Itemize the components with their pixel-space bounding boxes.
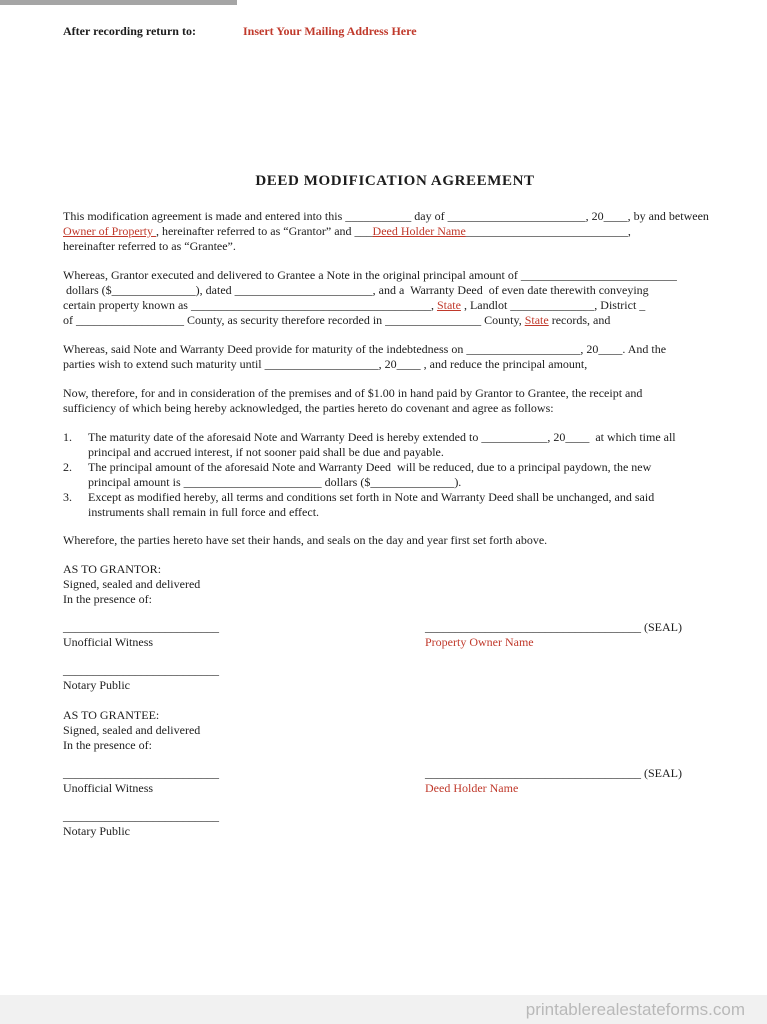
document-line <box>63 723 727 738</box>
text-run: Signed, sealed and delivered <box>63 723 201 737</box>
text-run: Whereas, Grantor executed and delivered to Grantee a Note in the original principal amount of <box>63 268 521 282</box>
placeholder-text: Owner of Property <box>63 224 156 238</box>
text-run: ______________ <box>510 298 595 312</box>
document-line <box>88 505 727 520</box>
signature-line-row <box>63 620 727 635</box>
mailing-address-placeholder: Insert Your Mailing Address Here <box>243 24 417 38</box>
seal-label: (SEAL) <box>641 620 682 634</box>
document-line <box>63 533 727 548</box>
numbered-list <box>63 430 727 520</box>
list-item-body <box>88 460 727 490</box>
text-run: In the presence of: <box>63 592 152 606</box>
text-run: principal amount is <box>88 475 184 489</box>
text-run: ______________ <box>370 475 455 489</box>
paragraph <box>63 209 727 254</box>
text-run: , <box>430 298 437 312</box>
text-run: The principal amount of the aforesaid Note and Warranty Deed will be reduced, due to a principal paydown, the new <box>88 460 652 474</box>
document-line <box>63 209 727 224</box>
text-run: ___________________________ <box>465 224 628 238</box>
text-run: ___________________ <box>466 342 581 356</box>
text-run: . And the <box>622 342 667 356</box>
text-run: dollars ($ <box>321 475 371 489</box>
text-run: _______________________ <box>234 283 373 297</box>
text-run: AS TO GRANTOR: <box>63 562 162 576</box>
document-line <box>63 738 727 753</box>
text-run: ). <box>454 475 462 489</box>
document-line <box>63 577 727 592</box>
text-run: at which time all <box>589 430 676 444</box>
text-run: , by and between <box>627 209 709 223</box>
placeholder-text: State <box>524 313 549 327</box>
party-name-placeholder: Property Owner Name <box>425 635 534 649</box>
witness-label: Notary Public <box>63 824 130 838</box>
text-run: ________________________________________ <box>190 298 431 312</box>
signature-blank-line: ____________________________________ <box>425 620 641 634</box>
text-run: principal and accrued interest, if not sooner paid shall be due and payable. <box>88 445 444 459</box>
document-line <box>63 313 727 328</box>
text-run: ___________ <box>345 209 412 223</box>
scan-artifact-bar <box>0 0 237 5</box>
text-run: , <box>627 224 631 238</box>
paragraph <box>63 533 727 548</box>
document-line <box>63 386 727 401</box>
text-run: ___ <box>354 224 373 238</box>
text-run: , and reduce the principal amount, <box>420 357 588 371</box>
text-run: ___________________ <box>264 357 379 371</box>
document-line <box>63 357 727 372</box>
text-run: , District <box>594 298 640 312</box>
text-run: This modification agreement is made and entered into this <box>63 209 346 223</box>
list-number: 3. <box>63 490 72 504</box>
signature-line-row <box>63 809 727 824</box>
signature-labels-row <box>63 678 727 693</box>
text-run: , hereinafter referred to as “Grantor” and <box>155 224 355 238</box>
text-run: dollars ($ <box>63 283 112 297</box>
signature-blank-line: ____________________________________ <box>425 766 641 780</box>
signature-heading <box>63 708 727 753</box>
watermark-text: printablerealestateforms.com <box>525 1000 745 1019</box>
paragraph <box>63 386 727 416</box>
list-item <box>63 460 727 490</box>
list-number: 1. <box>63 430 72 444</box>
witness-label: Notary Public <box>63 678 130 692</box>
document-line <box>88 460 727 475</box>
document-line <box>63 283 727 298</box>
seal-label: (SEAL) <box>641 766 682 780</box>
text-run: The maturity date of the aforesaid Note and Warranty Deed is hereby extended to <box>88 430 482 444</box>
witness-label: Unofficial Witness <box>63 635 154 649</box>
text-run: , and a Warranty Deed of even date therewith conveying <box>372 283 649 297</box>
document-line <box>88 445 727 460</box>
text-run: _______________________ <box>447 209 586 223</box>
witness-label: Unofficial Witness <box>63 781 154 795</box>
signature-heading <box>63 562 727 607</box>
signature-labels-row <box>63 824 727 839</box>
document-line <box>63 562 727 577</box>
party-name-placeholder: Deed Holder Name <box>425 781 519 795</box>
document-line <box>63 708 727 723</box>
text-run: records, and <box>548 313 611 327</box>
document-body <box>63 209 727 839</box>
text-run: Signed, sealed and delivered <box>63 577 201 591</box>
text-run: sufficiency of which being hereby acknowledged, the parties hereto do covenant and agree as follows: <box>63 401 554 415</box>
signature-blank-line: __________________________ <box>63 620 219 634</box>
text-run: certain property known as <box>63 298 191 312</box>
text-run: Whereas, said Note and Warranty Deed provide for maturity of the indebtedness on <box>63 342 467 356</box>
signature-line-row <box>63 663 727 678</box>
document-line <box>63 342 727 357</box>
document-line <box>88 430 727 445</box>
document-line <box>63 298 727 313</box>
list-item-body <box>88 490 727 520</box>
text-run: __________________ <box>76 313 184 327</box>
placeholder-text: Deed Holder Name <box>372 224 466 238</box>
text-run: day of <box>411 209 448 223</box>
document-line <box>88 490 727 505</box>
placeholder-text: State <box>436 298 461 312</box>
recording-return-header <box>63 24 727 39</box>
document-title: DEED MODIFICATION AGREEMENT <box>255 173 535 189</box>
signature-blank-line: __________________________ <box>63 809 219 823</box>
list-item <box>63 430 727 460</box>
text-run: Except as modified hereby, all terms and conditions set forth in Note and Warranty Deed shall be unchanged, and said <box>88 490 655 504</box>
signature-blank-line: __________________________ <box>63 766 219 780</box>
text-run: , Landlot <box>460 298 511 312</box>
return-address-label: After recording return to: <box>63 24 196 38</box>
text-run: ________________ <box>385 313 482 327</box>
text-run: _______________________ <box>183 475 322 489</box>
text-run: ____ <box>603 209 628 223</box>
document-line <box>63 224 727 239</box>
text-run: Now, therefore, for and in consideration of the premises and of $1.00 in hand paid by Grantor to Grantee, the receipt and <box>63 386 643 400</box>
text-run: ____ <box>565 430 590 444</box>
text-run: of <box>63 313 76 327</box>
text-run: hereinafter referred to as “Grantee”. <box>63 239 236 253</box>
text-run: County, as security therefore recorded in <box>184 313 386 327</box>
text-run: ___________ <box>481 430 548 444</box>
document-line <box>63 592 727 607</box>
footer-band <box>0 995 767 1024</box>
signature-labels-row <box>63 781 727 796</box>
text-run: __________________________ <box>520 268 677 282</box>
signature-line-row <box>63 766 727 781</box>
document-line <box>63 239 727 254</box>
paragraph <box>63 268 727 328</box>
signature-blank-line: __________________________ <box>63 663 219 677</box>
list-item-body <box>88 430 727 460</box>
document-line <box>88 475 727 490</box>
text-run: County, <box>481 313 525 327</box>
paragraph <box>63 342 727 372</box>
text-run: ), dated <box>195 283 235 297</box>
text-run: ______________ <box>111 283 196 297</box>
list-item <box>63 490 727 520</box>
text-run: , 20 <box>580 342 599 356</box>
text-run: AS TO GRANTEE: <box>63 708 160 722</box>
text-run: , 20 <box>547 430 566 444</box>
text-run: Wherefore, the parties hereto have set their hands, and seals on the day and year first set forth above. <box>63 533 548 547</box>
text-run: , 20 <box>585 209 604 223</box>
list-number: 2. <box>63 460 72 474</box>
text-run: ____ <box>598 342 623 356</box>
document-line <box>63 268 727 283</box>
text-run: _ <box>639 298 646 312</box>
text-run: In the presence of: <box>63 738 152 752</box>
document-line <box>63 401 727 416</box>
text-run: parties wish to extend such maturity until <box>63 357 265 371</box>
signature-labels-row <box>63 635 727 650</box>
text-run: instruments shall remain in full force and effect. <box>88 505 320 519</box>
text-run: , 20 <box>378 357 397 371</box>
text-run: ____ <box>396 357 421 371</box>
